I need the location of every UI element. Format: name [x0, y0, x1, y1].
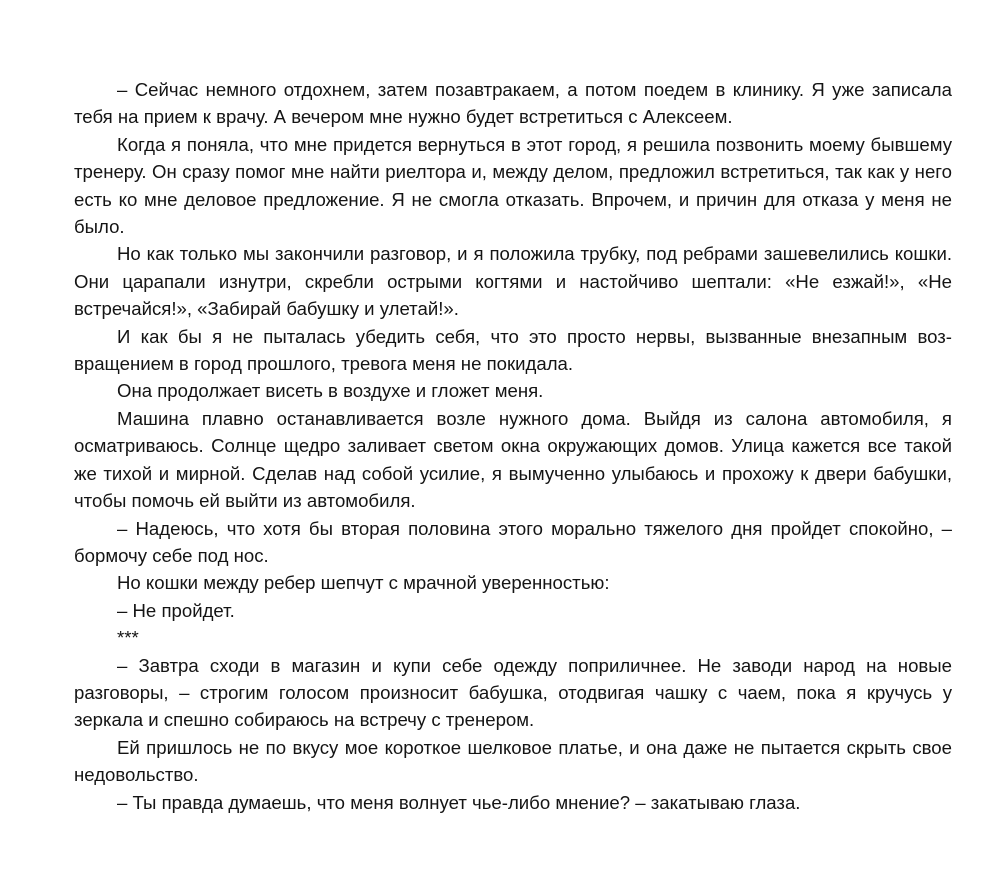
paragraph-8: Но кошки между ребер шепчут с мрачной уверенностью:	[117, 572, 610, 594]
paragraph-11: Ей пришлось не по вкусу мое короткое шелковое платье, и она даже не пытается скрыть свое недовольство.	[74, 736, 952, 786]
paragraph-10: – Завтра сходи в магазин и купи себе одежду поприличнее. Не заводи народ на новые разговоры, – строгим голосом произносит бабушка, отодвигая чашку с чаем, пока я кручусь у зеркала и спешно собираюсь на встречу с тренером.	[74, 654, 952, 731]
scene-separator: ***	[117, 627, 139, 649]
paragraph-12: – Ты правда думаешь, что меня волнует чье-либо мнение? – закатываю глаза.	[117, 791, 801, 813]
document-page	[74, 76, 952, 816]
paragraph-5: Она продолжает висеть в воздухе и гложет меня.	[117, 380, 544, 402]
paragraph-6: Машина плавно останавливается возле нужного дома. Выйдя из салона автомобиля, я осматриваюсь. Солнце щедро заливает светом окна окружающих домов. Улица кажется все такой же тихой и мирной. Сделав над собой усилие, я вымученно улыбаюсь и прохожу к двери бабушки, чтобы помочь ей выйти из автомобиля.	[74, 407, 952, 512]
paragraph-1: – Сейчас немного отдохнем, затем позавтракаем, а потом поедем в клинику. Я уже записала тебя на прием к врачу. А вечером мне нужно будет встретиться с Алексеем.	[74, 79, 952, 128]
paragraph-9: – Не пройдет.	[117, 599, 235, 621]
paragraph-4: И как бы я не пыталась убедить себя, что это просто нервы, вызванные внезапным возвращением в город прошлого, тревога меня не покидала.	[74, 325, 952, 375]
paragraph-3: Но как только мы закончили разговор, и я положила трубку, под ребрами зашевелились кошки. Они царапали изнутри, скребли острыми когтями и настойчиво шептали: «Не езжай!», «Не встречайся!», «Забирай бабушку и улетай!».	[74, 243, 952, 320]
paragraph-2: Когда я поняла, что мне придется вернуться в этот город, я решила позвонить моему бывшему тренеру. Он сразу помог мне найти риелтора и, между делом, предложил встретиться, так как у него есть ко мне деловое предложение. Я не смогла отказать. Впрочем, и причин для отказа у меня не было.	[74, 133, 952, 238]
paragraph-7: – Надеюсь, что хотя бы вторая половина этого морально тяжелого дня пройдет спокойно, – бормочу себе под нос.	[74, 517, 952, 566]
